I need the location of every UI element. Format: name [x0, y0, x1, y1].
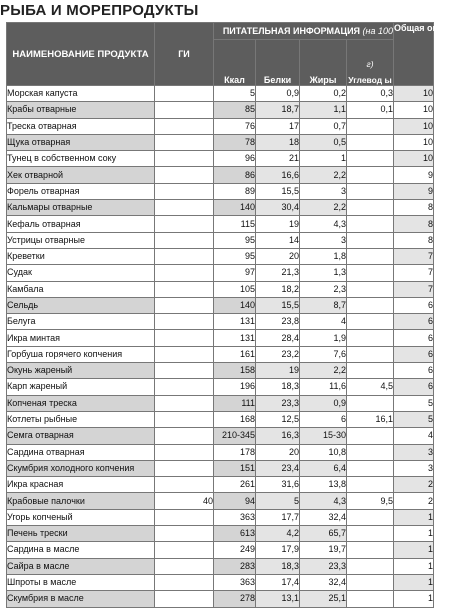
score-cell: 1 — [394, 509, 434, 525]
gi-cell — [155, 346, 214, 362]
product-name-cell: Кальмары отварные — [7, 200, 155, 216]
table-row — [7, 183, 434, 199]
fat-cell: 3 — [300, 232, 347, 248]
gi-cell — [155, 477, 214, 493]
carbs-cell — [347, 167, 394, 183]
kcal-cell: 78 — [214, 134, 256, 150]
protein-cell: 21,3 — [256, 265, 300, 281]
protein-cell: 23,4 — [256, 460, 300, 476]
product-name-cell: Крабовые палочки — [7, 493, 155, 509]
fat-cell: 6 — [300, 411, 347, 427]
kcal-cell: 96 — [214, 151, 256, 167]
kcal-cell: 158 — [214, 363, 256, 379]
carbs-cell — [347, 200, 394, 216]
header-score: Общая оценка — [394, 23, 434, 86]
product-name-cell: Щука отварная — [7, 134, 155, 150]
kcal-cell: 95 — [214, 248, 256, 264]
protein-cell: 17,9 — [256, 542, 300, 558]
score-cell: 6 — [394, 363, 434, 379]
kcal-cell: 363 — [214, 574, 256, 590]
table-row — [7, 493, 434, 509]
carbs-cell: 4,5 — [347, 379, 394, 395]
gi-cell — [155, 411, 214, 427]
kcal-cell: 210-345 — [214, 428, 256, 444]
product-name-cell: Копченая треска — [7, 395, 155, 411]
kcal-cell: 196 — [214, 379, 256, 395]
score-cell: 2 — [394, 493, 434, 509]
protein-cell: 19 — [256, 363, 300, 379]
fat-cell: 32,4 — [300, 574, 347, 590]
table-row — [7, 558, 434, 574]
kcal-cell: 278 — [214, 591, 256, 607]
page-title: РЫБА И МОРЕПРОДУКТЫ — [0, 2, 199, 19]
product-name-cell: Сардина в масле — [7, 542, 155, 558]
kcal-cell: 168 — [214, 411, 256, 427]
table-row — [7, 444, 434, 460]
table-row — [7, 526, 434, 542]
table-row — [7, 477, 434, 493]
score-cell: 6 — [394, 379, 434, 395]
header-carbs — [347, 40, 394, 86]
gi-cell — [155, 248, 214, 264]
fat-cell: 3 — [300, 183, 347, 199]
carbs-cell — [347, 477, 394, 493]
fat-cell: 15-30 — [300, 428, 347, 444]
kcal-cell: 131 — [214, 314, 256, 330]
kcal-cell: 86 — [214, 167, 256, 183]
kcal-cell: 95 — [214, 232, 256, 248]
carbs-cell — [347, 428, 394, 444]
score-cell: 8 — [394, 216, 434, 232]
score-cell: 10 — [394, 102, 434, 118]
header-product-name: НАИМЕНОВАНИЕ ПРОДУКТА — [7, 23, 155, 86]
protein-cell: 18 — [256, 134, 300, 150]
score-cell: 10 — [394, 118, 434, 134]
protein-cell: 18,3 — [256, 379, 300, 395]
table-row — [7, 574, 434, 590]
kcal-cell: 140 — [214, 297, 256, 313]
kcal-cell: 105 — [214, 281, 256, 297]
score-cell: 1 — [394, 574, 434, 590]
gi-cell — [155, 591, 214, 607]
gi-cell — [155, 183, 214, 199]
fat-cell: 32,4 — [300, 509, 347, 525]
gi-cell — [155, 167, 214, 183]
table-row — [7, 460, 434, 476]
product-name-cell: Семга отварная — [7, 428, 155, 444]
score-cell: 3 — [394, 460, 434, 476]
kcal-cell: 85 — [214, 102, 256, 118]
protein-cell: 23,8 — [256, 314, 300, 330]
carbs-cell — [347, 346, 394, 362]
product-name-cell: Скумбрия холодного копчения — [7, 460, 155, 476]
table-row — [7, 411, 434, 427]
fat-cell: 0,9 — [300, 395, 347, 411]
protein-cell: 18,2 — [256, 281, 300, 297]
product-name-cell: Скумбрия в масле — [7, 591, 155, 607]
score-cell: 1 — [394, 526, 434, 542]
product-name-cell: Угорь копченый — [7, 509, 155, 525]
header-carbs-label: Углевод ы — [348, 75, 392, 85]
table-row — [7, 86, 434, 102]
score-cell: 10 — [394, 134, 434, 150]
carbs-cell — [347, 118, 394, 134]
protein-cell: 5 — [256, 493, 300, 509]
gi-cell — [155, 509, 214, 525]
fat-cell: 4,3 — [300, 493, 347, 509]
fat-cell: 0,2 — [300, 86, 347, 102]
gi-cell — [155, 314, 214, 330]
carbs-cell — [347, 248, 394, 264]
gi-cell — [155, 330, 214, 346]
table-row — [7, 314, 434, 330]
fat-cell: 4,3 — [300, 216, 347, 232]
table-row — [7, 118, 434, 134]
product-name-cell: Шпроты в масле — [7, 574, 155, 590]
score-cell: 6 — [394, 297, 434, 313]
fat-cell: 2,3 — [300, 281, 347, 297]
score-cell: 9 — [394, 183, 434, 199]
table-row — [7, 151, 434, 167]
fat-cell: 4 — [300, 314, 347, 330]
kcal-cell: 363 — [214, 509, 256, 525]
score-cell: 7 — [394, 281, 434, 297]
header-per-label: (на 100 — [362, 26, 394, 36]
gi-cell — [155, 558, 214, 574]
score-cell: 1 — [394, 591, 434, 607]
gi-cell — [155, 379, 214, 395]
carbs-cell — [347, 542, 394, 558]
table-row — [7, 167, 434, 183]
header-nutrition-label: ПИТАТЕЛЬНАЯ ИНФОРМАЦИЯ — [222, 26, 361, 36]
score-cell: 4 — [394, 428, 434, 444]
product-name-cell: Кефаль отварная — [7, 216, 155, 232]
product-name-cell: Камбала — [7, 281, 155, 297]
kcal-cell: 140 — [214, 200, 256, 216]
fat-cell: 23,3 — [300, 558, 347, 574]
nutrition-table — [6, 22, 458, 608]
product-name-cell: Креветки — [7, 248, 155, 264]
fat-cell: 2,2 — [300, 167, 347, 183]
score-cell: 10 — [394, 151, 434, 167]
carbs-cell — [347, 330, 394, 346]
product-name-cell: Окунь жареный — [7, 363, 155, 379]
table-row — [7, 509, 434, 525]
fat-cell: 11,6 — [300, 379, 347, 395]
protein-cell: 28,4 — [256, 330, 300, 346]
kcal-cell: 76 — [214, 118, 256, 134]
protein-cell: 12,5 — [256, 411, 300, 427]
protein-cell: 17,7 — [256, 509, 300, 525]
protein-cell: 0,9 — [256, 86, 300, 102]
product-name-cell: Сайра в масле — [7, 558, 155, 574]
fat-cell: 25,1 — [300, 591, 347, 607]
protein-cell: 15,5 — [256, 297, 300, 313]
kcal-cell: 249 — [214, 542, 256, 558]
header-protein: Белки — [256, 40, 300, 86]
product-name-cell: Устрицы отварные — [7, 232, 155, 248]
score-cell: 8 — [394, 200, 434, 216]
kcal-cell: 613 — [214, 526, 256, 542]
score-cell: 5 — [394, 395, 434, 411]
protein-cell: 17 — [256, 118, 300, 134]
score-cell: 9 — [394, 167, 434, 183]
kcal-cell: 161 — [214, 346, 256, 362]
carbs-cell — [347, 216, 394, 232]
carbs-cell — [347, 297, 394, 313]
product-name-cell: Сельдь — [7, 297, 155, 313]
protein-cell: 30,4 — [256, 200, 300, 216]
table-row — [7, 542, 434, 558]
score-cell: 1 — [394, 558, 434, 574]
protein-cell: 14 — [256, 232, 300, 248]
carbs-cell — [347, 134, 394, 150]
gi-cell — [155, 428, 214, 444]
fat-cell: 1,3 — [300, 265, 347, 281]
fat-cell: 1 — [300, 151, 347, 167]
product-name-cell: Судак — [7, 265, 155, 281]
product-name-cell: Печень трески — [7, 526, 155, 542]
gi-cell — [155, 86, 214, 102]
gi-cell — [155, 134, 214, 150]
gi-cell — [155, 542, 214, 558]
carbs-cell — [347, 558, 394, 574]
carbs-cell — [347, 232, 394, 248]
gi-cell — [155, 395, 214, 411]
product-name-cell: Икра красная — [7, 477, 155, 493]
carbs-cell: 9,5 — [347, 493, 394, 509]
kcal-cell: 89 — [214, 183, 256, 199]
table-row — [7, 281, 434, 297]
product-name-cell: Крабы отварные — [7, 102, 155, 118]
carbs-cell — [347, 281, 394, 297]
kcal-cell: 151 — [214, 460, 256, 476]
score-cell: 1 — [394, 542, 434, 558]
kcal-cell: 178 — [214, 444, 256, 460]
carbs-cell — [347, 574, 394, 590]
kcal-cell: 283 — [214, 558, 256, 574]
carbs-cell — [347, 265, 394, 281]
gi-cell — [155, 102, 214, 118]
carbs-cell — [347, 363, 394, 379]
kcal-cell: 97 — [214, 265, 256, 281]
fat-cell: 2,2 — [300, 200, 347, 216]
table-row — [7, 363, 434, 379]
carbs-cell — [347, 460, 394, 476]
fat-cell: 1,1 — [300, 102, 347, 118]
table-row — [7, 591, 434, 607]
fat-cell: 8,7 — [300, 297, 347, 313]
gi-cell — [155, 574, 214, 590]
protein-cell: 4,2 — [256, 526, 300, 542]
table-row — [7, 200, 434, 216]
protein-cell: 21 — [256, 151, 300, 167]
carbs-cell — [347, 526, 394, 542]
carbs-cell — [347, 314, 394, 330]
protein-cell: 18,7 — [256, 102, 300, 118]
kcal-cell: 94 — [214, 493, 256, 509]
protein-cell: 17,4 — [256, 574, 300, 590]
table-row — [7, 265, 434, 281]
table-row — [7, 102, 434, 118]
carbs-cell: 16,1 — [347, 411, 394, 427]
gi-cell: 40 — [155, 493, 214, 509]
gi-cell — [155, 460, 214, 476]
product-name-cell: Карп жареный — [7, 379, 155, 395]
fat-cell: 1,9 — [300, 330, 347, 346]
score-cell: 10 — [394, 86, 434, 102]
product-name-cell: Икра минтая — [7, 330, 155, 346]
gi-cell — [155, 297, 214, 313]
product-name-cell: Тунец в собственном соку — [7, 151, 155, 167]
table-row — [7, 134, 434, 150]
carbs-cell — [347, 444, 394, 460]
product-name-cell: Горбуша горячего копчения — [7, 346, 155, 362]
protein-cell: 13,1 — [256, 591, 300, 607]
table-body — [7, 86, 434, 608]
header-gi: ГИ — [155, 23, 214, 86]
fat-cell: 6,4 — [300, 460, 347, 476]
protein-cell: 23,3 — [256, 395, 300, 411]
table-row — [7, 330, 434, 346]
header-nutrition-info — [214, 23, 394, 40]
protein-cell: 31,6 — [256, 477, 300, 493]
fat-cell: 0,7 — [300, 118, 347, 134]
table-row — [7, 232, 434, 248]
score-cell: 7 — [394, 265, 434, 281]
protein-cell: 15,5 — [256, 183, 300, 199]
kcal-cell: 111 — [214, 395, 256, 411]
table-row — [7, 248, 434, 264]
gi-cell — [155, 216, 214, 232]
carbs-cell — [347, 509, 394, 525]
score-cell: 6 — [394, 346, 434, 362]
table-row — [7, 379, 434, 395]
gi-cell — [155, 232, 214, 248]
fat-cell: 7,6 — [300, 346, 347, 362]
fat-cell: 13,8 — [300, 477, 347, 493]
gi-cell — [155, 444, 214, 460]
table-row — [7, 346, 434, 362]
gi-cell — [155, 363, 214, 379]
fat-cell: 19,7 — [300, 542, 347, 558]
table-row — [7, 297, 434, 313]
kcal-cell: 5 — [214, 86, 256, 102]
kcal-cell: 131 — [214, 330, 256, 346]
header-kcal: Ккал — [214, 40, 256, 86]
fat-cell: 0,5 — [300, 134, 347, 150]
product-name-cell: Хек отварной — [7, 167, 155, 183]
score-cell: 2 — [394, 477, 434, 493]
protein-cell: 23,2 — [256, 346, 300, 362]
carbs-cell: 0,1 — [347, 102, 394, 118]
fat-cell: 10,8 — [300, 444, 347, 460]
header-fat: Жиры — [300, 40, 347, 86]
score-cell: 7 — [394, 248, 434, 264]
carbs-cell — [347, 151, 394, 167]
product-name-cell: Сардина отварная — [7, 444, 155, 460]
table-row — [7, 395, 434, 411]
score-cell: 5 — [394, 411, 434, 427]
header-row-top — [7, 23, 434, 40]
table-row — [7, 216, 434, 232]
gi-cell — [155, 151, 214, 167]
table-row — [7, 428, 434, 444]
product-name-cell: Форель отварная — [7, 183, 155, 199]
header-per-unit: г) — [366, 59, 374, 69]
product-name-cell: Морская капуста — [7, 86, 155, 102]
product-name-cell: Треска отварная — [7, 118, 155, 134]
gi-cell — [155, 118, 214, 134]
gi-cell — [155, 200, 214, 216]
score-cell: 6 — [394, 314, 434, 330]
fat-cell: 65,7 — [300, 526, 347, 542]
score-cell: 6 — [394, 330, 434, 346]
score-cell: 8 — [394, 232, 434, 248]
fat-cell: 2,2 — [300, 363, 347, 379]
fat-cell: 1,8 — [300, 248, 347, 264]
product-name-cell: Белуга — [7, 314, 155, 330]
protein-cell: 16,6 — [256, 167, 300, 183]
protein-cell: 20 — [256, 248, 300, 264]
carbs-cell — [347, 183, 394, 199]
carbs-cell — [347, 591, 394, 607]
protein-cell: 18,3 — [256, 558, 300, 574]
protein-cell: 19 — [256, 216, 300, 232]
carbs-cell — [347, 395, 394, 411]
protein-cell: 20 — [256, 444, 300, 460]
gi-cell — [155, 281, 214, 297]
product-name-cell: Котлеты рыбные — [7, 411, 155, 427]
protein-cell: 16,3 — [256, 428, 300, 444]
gi-cell — [155, 526, 214, 542]
gi-cell — [155, 265, 214, 281]
kcal-cell: 261 — [214, 477, 256, 493]
score-cell: 3 — [394, 444, 434, 460]
carbs-cell: 0,3 — [347, 86, 394, 102]
kcal-cell: 115 — [214, 216, 256, 232]
